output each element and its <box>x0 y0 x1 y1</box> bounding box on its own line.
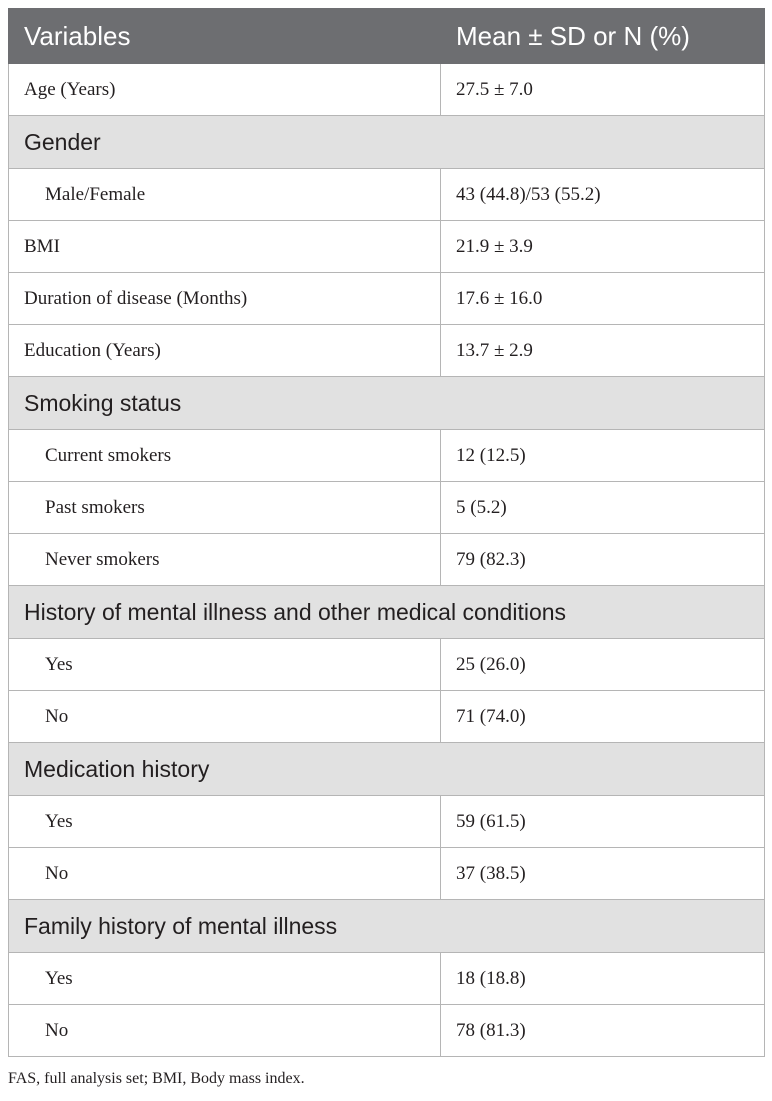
value-cell: 25 (26.0) <box>441 639 765 691</box>
variable-cell: Education (Years) <box>9 325 441 377</box>
table-row <box>9 796 765 848</box>
variable-cell: Duration of disease (Months) <box>9 273 441 325</box>
table-row <box>9 169 765 221</box>
value-cell: 18 (18.8) <box>441 953 765 1005</box>
section-label: Gender <box>9 116 765 169</box>
value-cell: 17.6 ± 16.0 <box>441 273 765 325</box>
variable-cell: Yes <box>9 796 441 848</box>
section-label: Family history of mental illness <box>9 900 765 953</box>
section-label: Smoking status <box>9 377 765 430</box>
table-row <box>9 1005 765 1057</box>
variable-cell: Yes <box>9 639 441 691</box>
section-label: Medication history <box>9 743 765 796</box>
table-row <box>9 273 765 325</box>
table-row <box>9 325 765 377</box>
table-row <box>9 953 765 1005</box>
variable-cell: BMI <box>9 221 441 273</box>
section-row <box>9 377 765 430</box>
value-cell: 79 (82.3) <box>441 534 765 586</box>
value-cell: 5 (5.2) <box>441 482 765 534</box>
value-cell: 37 (38.5) <box>441 848 765 900</box>
variable-cell: No <box>9 848 441 900</box>
value-cell: 71 (74.0) <box>441 691 765 743</box>
value-cell: 78 (81.3) <box>441 1005 765 1057</box>
value-cell: 43 (44.8)/53 (55.2) <box>441 169 765 221</box>
value-cell: 27.5 ± 7.0 <box>441 64 765 116</box>
table-row <box>9 482 765 534</box>
table-body <box>9 64 765 1057</box>
value-cell: 59 (61.5) <box>441 796 765 848</box>
variable-cell: No <box>9 1005 441 1057</box>
value-cell: 13.7 ± 2.9 <box>441 325 765 377</box>
variable-cell: Yes <box>9 953 441 1005</box>
header-variables: Variables <box>9 9 441 64</box>
variable-cell: Past smokers <box>9 482 441 534</box>
table-row <box>9 639 765 691</box>
variable-cell: No <box>9 691 441 743</box>
table-header-row <box>9 9 765 64</box>
table-footnote: FAS, full analysis set; BMI, Body mass index. <box>8 1070 305 1087</box>
section-label: History of mental illness and other medical conditions <box>9 586 765 639</box>
variable-cell: Age (Years) <box>9 64 441 116</box>
variable-cell: Never smokers <box>9 534 441 586</box>
value-cell: 12 (12.5) <box>441 430 765 482</box>
table-row <box>9 848 765 900</box>
table-row <box>9 430 765 482</box>
variable-cell: Current smokers <box>9 430 441 482</box>
variable-cell: Male/Female <box>9 169 441 221</box>
table-row <box>9 534 765 586</box>
table-row <box>9 64 765 116</box>
section-row <box>9 586 765 639</box>
demographics-table <box>8 8 765 1057</box>
section-row <box>9 116 765 169</box>
table-row <box>9 691 765 743</box>
section-row <box>9 900 765 953</box>
header-mean-sd: Mean ± SD or N (%) <box>441 9 765 64</box>
table-row <box>9 221 765 273</box>
value-cell: 21.9 ± 3.9 <box>441 221 765 273</box>
table-container <box>8 8 764 1057</box>
section-row <box>9 743 765 796</box>
